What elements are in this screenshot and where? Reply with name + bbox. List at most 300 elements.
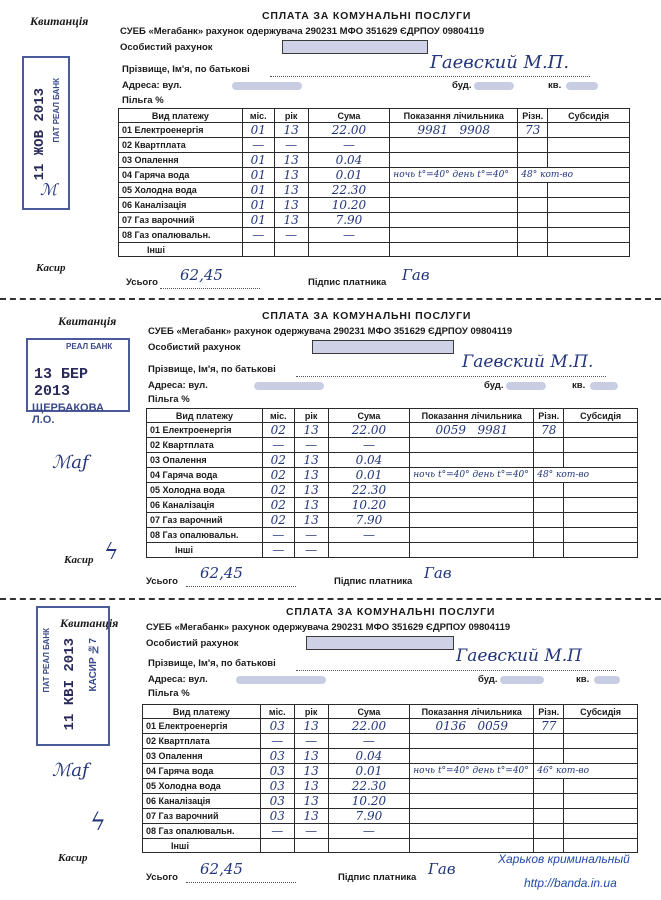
reading-prev: ночь t°=40° — [413, 766, 470, 776]
building-redacted — [506, 382, 546, 390]
subsidy-value — [564, 423, 638, 438]
payer-name: Гаевский М.П — [456, 646, 582, 666]
diff-value — [534, 528, 564, 543]
bank-details: СУЕБ «Мегабанк» рахунок одержувача 290231 МФО 351629 ЄДРПОУ 09804119 — [120, 26, 485, 37]
table-row — [143, 764, 638, 779]
subsidy-value — [548, 243, 630, 257]
street-redacted — [254, 382, 324, 390]
reading-value — [390, 228, 518, 243]
subsidy-value — [564, 438, 638, 453]
total-amount: 62,45 — [180, 266, 223, 284]
header-sum: Сума — [308, 109, 390, 123]
month-value: 02 — [262, 453, 294, 468]
month-value: 02 — [262, 468, 294, 483]
month-value: — — [262, 543, 294, 558]
year-value: — — [294, 824, 328, 839]
reading-value — [410, 734, 534, 749]
reading-value — [410, 839, 534, 853]
header-year: рік — [294, 705, 328, 719]
diff-value — [534, 438, 564, 453]
diff-value — [534, 749, 564, 764]
month-value: — — [262, 438, 294, 453]
subsidy-value — [564, 483, 638, 498]
street-redacted — [236, 676, 326, 684]
subsidy-value — [564, 779, 638, 794]
service-name: 04 Гаряча вода — [119, 168, 243, 183]
sum-value: 0.01 — [328, 468, 410, 483]
month-value: 03 — [260, 719, 294, 734]
reading-value — [410, 824, 534, 839]
reading-value — [390, 153, 518, 168]
month-value — [260, 839, 294, 853]
year-value: 13 — [294, 453, 328, 468]
year-value: 13 — [274, 198, 308, 213]
year-value: 13 — [294, 468, 328, 483]
reading-value — [410, 779, 534, 794]
reading-value — [390, 168, 518, 183]
cashier-signature-scribble: ℳаƒ — [52, 760, 89, 781]
header-readings: Показання лічильника — [410, 705, 534, 719]
diff-value — [518, 243, 548, 257]
service-name: 07 Газ варочний — [143, 809, 261, 824]
sum-value — [328, 543, 410, 558]
service-name: 02 Квартплата — [147, 438, 263, 453]
table-row — [147, 453, 638, 468]
reading-value — [410, 528, 534, 543]
sum-value: 0.04 — [308, 153, 390, 168]
subsidy-value — [548, 198, 630, 213]
account-label: Особистий рахунок — [146, 638, 239, 649]
reading-value — [410, 749, 534, 764]
bank-details: СУЕБ «Мегабанк» рахунок одержувача 290231 МФО 351629 ЄДРПОУ 09804119 — [146, 622, 511, 633]
service-name: 08 Газ опалювальн. — [147, 528, 263, 543]
sum-value: — — [328, 528, 410, 543]
reading-cur: 9981 — [477, 423, 509, 437]
year-value: 13 — [274, 153, 308, 168]
month-value: 01 — [242, 123, 274, 138]
month-value: 02 — [262, 483, 294, 498]
apartment-redacted — [590, 382, 618, 390]
header-subsidy: Субсидія — [564, 409, 638, 423]
service-name: 05 Холодна вода — [147, 483, 263, 498]
stamp-cashier-name: КАСИР №7 — [88, 638, 99, 692]
header-sum: Сума — [328, 705, 410, 719]
address-label: Адреса: вул. — [122, 80, 182, 91]
month-value: — — [260, 734, 294, 749]
cut-line — [0, 298, 661, 300]
year-value: — — [294, 543, 328, 558]
header-service: Вид платежу — [143, 705, 261, 719]
diff-value: 48° кот-во — [518, 168, 630, 183]
apartment-label: кв. — [576, 674, 590, 685]
table-row — [119, 168, 630, 183]
month-value: 03 — [260, 764, 294, 779]
sum-value: 7.90 — [308, 213, 390, 228]
cashier-signature-scribble: ϟ — [90, 808, 106, 836]
reading-value — [390, 198, 518, 213]
stub-title: Квитанція — [60, 616, 119, 630]
sum-value: 22.00 — [308, 123, 390, 138]
service-name: 03 Опалення — [143, 749, 261, 764]
sum-value: 10.20 — [308, 198, 390, 213]
reading-value — [410, 453, 534, 468]
service-name: Інші — [143, 839, 261, 853]
stamp-bank: ПАТ РЕАЛ БАНК — [52, 78, 61, 143]
payer-signature: Гав — [402, 266, 430, 284]
account-number-redacted — [306, 636, 454, 650]
stub-title: Квитанція — [30, 14, 89, 28]
signature-label: Підпис платника — [308, 277, 387, 288]
service-name: Інші — [119, 243, 243, 257]
cashier-label: Касир — [36, 262, 66, 274]
sum-value — [308, 243, 390, 257]
month-value: 03 — [260, 794, 294, 809]
table-header-row — [147, 409, 638, 423]
table-row — [143, 734, 638, 749]
service-name: 03 Опалення — [147, 453, 263, 468]
apartment-redacted — [566, 82, 598, 90]
diff-value — [534, 809, 564, 824]
total-label: Усього — [146, 576, 178, 587]
month-value: 01 — [242, 198, 274, 213]
reading-value — [390, 243, 518, 257]
service-name: 01 Електроенергія — [119, 123, 243, 138]
bank-stamp — [36, 606, 110, 746]
month-value: — — [242, 228, 274, 243]
sum-value: — — [328, 734, 410, 749]
stamp-date: 11 КВІ 2013 — [62, 638, 78, 731]
service-name: 06 Каналізація — [147, 498, 263, 513]
table-row — [143, 839, 638, 853]
reading-value — [410, 498, 534, 513]
table-row — [147, 513, 638, 528]
service-name: 08 Газ опалювальн. — [119, 228, 243, 243]
payment-table — [142, 704, 638, 853]
service-name: 01 Електроенергія — [143, 719, 261, 734]
header-diff: Різн. — [534, 705, 564, 719]
stamp-bank: ПАТ РЕАЛ БАНК — [42, 628, 51, 693]
sum-value: 0.01 — [328, 764, 410, 779]
diff-value — [534, 734, 564, 749]
subsidy-value — [548, 228, 630, 243]
subsidy-value — [564, 453, 638, 468]
subsidy-value — [564, 513, 638, 528]
diff-value — [534, 794, 564, 809]
building-redacted — [474, 82, 514, 90]
table-row — [147, 438, 638, 453]
sum-value: 22.30 — [308, 183, 390, 198]
sum-value: — — [308, 228, 390, 243]
header-service: Вид платежу — [119, 109, 243, 123]
service-name: 04 Гаряча вода — [143, 764, 261, 779]
service-name: 07 Газ варочний — [119, 213, 243, 228]
service-name: 02 Квартплата — [119, 138, 243, 153]
bank-stamp — [26, 338, 130, 412]
header-subsidy: Субсидія — [564, 705, 638, 719]
diff-value — [534, 483, 564, 498]
account-number-redacted — [282, 40, 428, 54]
table-row — [143, 794, 638, 809]
table-row — [119, 228, 630, 243]
diff-value — [534, 824, 564, 839]
receipt-2 — [0, 302, 661, 598]
service-name: 07 Газ варочний — [147, 513, 263, 528]
reading-cur: 0059 — [477, 719, 508, 733]
subsidy-value — [564, 809, 638, 824]
subsidy-value — [548, 123, 630, 138]
subsidy-value — [564, 528, 638, 543]
total-label: Усього — [126, 277, 158, 288]
month-value: — — [262, 528, 294, 543]
sum-value: 22.30 — [328, 779, 410, 794]
stub-title: Квитанція — [58, 314, 117, 328]
subsidy-value — [548, 183, 630, 198]
month-value: 01 — [242, 153, 274, 168]
diff-value — [518, 183, 548, 198]
year-value: — — [274, 228, 308, 243]
reading-value — [390, 213, 518, 228]
table-row — [143, 779, 638, 794]
watermark-title: Харьков криминальный — [498, 852, 630, 866]
name-label: Прізвище, Ім'я, по батькові — [148, 364, 276, 375]
signature-label: Підпис платника — [334, 576, 413, 587]
reading-cur: 9908 — [459, 123, 491, 137]
year-value: 13 — [274, 168, 308, 183]
diff-value — [518, 198, 548, 213]
building-label: буд. — [484, 380, 504, 391]
table-row — [143, 749, 638, 764]
reading-value — [390, 123, 518, 138]
address-label: Адреса: вул. — [148, 674, 208, 685]
month-value — [242, 243, 274, 257]
stamp-bank: РЕАЛ БАНК — [66, 342, 113, 351]
reading-prev: 0136 — [435, 719, 466, 733]
cashier-label: Касир — [64, 554, 94, 566]
sum-value: 10.20 — [328, 498, 410, 513]
table-row — [143, 719, 638, 734]
account-label: Особистий рахунок — [148, 342, 241, 353]
subsidy-value — [564, 543, 638, 558]
reading-value — [410, 468, 534, 483]
service-name: 06 Каналізація — [143, 794, 261, 809]
service-name: 02 Квартплата — [143, 734, 261, 749]
receipt-1 — [0, 0, 661, 296]
address-label: Адреса: вул. — [148, 380, 208, 391]
month-value: 01 — [242, 168, 274, 183]
payment-table — [146, 408, 638, 558]
subsidy-value — [564, 734, 638, 749]
month-value: 02 — [262, 513, 294, 528]
building-redacted — [500, 676, 544, 684]
stamp-date: 13 БЕР 2013 — [34, 366, 89, 400]
reading-value — [410, 423, 534, 438]
diff-value — [534, 779, 564, 794]
year-value: — — [294, 438, 328, 453]
cashier-signature-scribble: ℳ — [40, 180, 58, 199]
service-name: 08 Газ опалювальн. — [143, 824, 261, 839]
cashier-signature-scribble: ℳаƒ — [52, 452, 89, 473]
table-row — [147, 498, 638, 513]
total-label: Усього — [146, 872, 178, 883]
total-amount: 62,45 — [200, 564, 243, 582]
month-value: — — [260, 824, 294, 839]
year-value — [274, 243, 308, 257]
month-value: 03 — [260, 809, 294, 824]
payment-table — [118, 108, 630, 257]
sum-value: 22.00 — [328, 719, 410, 734]
sum-value: 0.04 — [328, 749, 410, 764]
table-row — [147, 543, 638, 558]
diff-value — [518, 138, 548, 153]
receipt-stub — [0, 0, 118, 296]
table-header-row — [119, 109, 630, 123]
receipt-title: СПЛАТА ЗА КОМУНАЛЬНІ ПОСЛУГИ — [262, 310, 472, 322]
header-month: міс. — [262, 409, 294, 423]
year-value: 13 — [294, 749, 328, 764]
sum-value: 0.04 — [328, 453, 410, 468]
watermark-url[interactable]: http://banda.in.ua — [524, 876, 617, 890]
table-row — [119, 183, 630, 198]
month-value: 03 — [260, 749, 294, 764]
benefit-label: Пільга % — [122, 95, 164, 106]
diff-value — [534, 513, 564, 528]
subsidy-value — [564, 498, 638, 513]
total-underline — [160, 288, 260, 289]
header-month: міс. — [242, 109, 274, 123]
diff-value — [534, 498, 564, 513]
header-year: рік — [294, 409, 328, 423]
table-row — [119, 243, 630, 257]
year-value: — — [294, 734, 328, 749]
stamp-cashier-name: ЩЕРБАКОВА Л.О. — [32, 402, 104, 426]
payer-signature: Гав — [424, 564, 452, 582]
diff-value — [518, 213, 548, 228]
header-sum: Сума — [328, 409, 410, 423]
reading-prev: 0059 — [435, 423, 467, 437]
name-label: Прізвище, Ім'я, по батькові — [148, 658, 276, 669]
subsidy-value — [564, 794, 638, 809]
reading-value — [390, 138, 518, 153]
reading-value — [410, 513, 534, 528]
service-name: 04 Гаряча вода — [147, 468, 263, 483]
table-row — [147, 468, 638, 483]
diff-value: 73 — [518, 123, 548, 138]
year-value: 13 — [274, 183, 308, 198]
sum-value — [328, 839, 410, 853]
total-underline — [186, 586, 296, 587]
bank-details: СУЕБ «Мегабанк» рахунок одержувача 290231 МФО 351629 ЄДРПОУ 09804119 — [148, 326, 513, 337]
table-row — [147, 528, 638, 543]
diff-value: 78 — [534, 423, 564, 438]
year-value: — — [294, 528, 328, 543]
diff-value — [534, 543, 564, 558]
header-diff: Різн. — [534, 409, 564, 423]
header-subsidy: Субсидія — [548, 109, 630, 123]
year-value — [294, 839, 328, 853]
name-underline — [296, 376, 606, 377]
year-value: 13 — [294, 719, 328, 734]
sum-value: 22.30 — [328, 483, 410, 498]
payer-name: Гаевский М.П. — [462, 352, 594, 372]
street-redacted — [232, 82, 302, 90]
sum-value: 22.00 — [328, 423, 410, 438]
year-value: 13 — [294, 498, 328, 513]
year-value: 13 — [274, 123, 308, 138]
subsidy-value — [564, 749, 638, 764]
year-value: 13 — [294, 764, 328, 779]
apartment-label: кв. — [548, 80, 562, 91]
table-header-row — [143, 705, 638, 719]
reading-value — [390, 183, 518, 198]
subsidy-value — [564, 839, 638, 853]
year-value: 13 — [294, 779, 328, 794]
signature-label: Підпис платника — [338, 872, 417, 883]
table-row — [143, 824, 638, 839]
name-label: Прізвище, Ім'я, по батькові — [122, 64, 250, 75]
year-value: 13 — [294, 794, 328, 809]
receipt-title: СПЛАТА ЗА КОМУНАЛЬНІ ПОСЛУГИ — [286, 606, 496, 618]
receipt-stub — [0, 602, 118, 900]
apartment-redacted — [594, 676, 620, 684]
table-row — [147, 483, 638, 498]
table-row — [147, 423, 638, 438]
reading-value — [410, 794, 534, 809]
diff-value: 46° кот-во — [534, 764, 638, 779]
reading-cur: день t°=40° — [472, 470, 529, 480]
year-value: — — [274, 138, 308, 153]
benefit-label: Пільга % — [148, 688, 190, 699]
header-readings: Показання лічильника — [410, 409, 534, 423]
sum-value: — — [328, 824, 410, 839]
name-underline — [296, 670, 616, 671]
diff-value — [534, 839, 564, 853]
reading-value — [410, 719, 534, 734]
diff-value — [518, 228, 548, 243]
diff-value: 48° кот-во — [534, 468, 638, 483]
building-label: буд. — [452, 80, 472, 91]
reading-value — [410, 438, 534, 453]
header-diff: Різн. — [518, 109, 548, 123]
stamp-date: 11 ЖОВ 2013 — [32, 88, 48, 181]
table-row — [143, 809, 638, 824]
reading-value — [410, 809, 534, 824]
subsidy-value — [548, 153, 630, 168]
table-row — [119, 213, 630, 228]
service-name: 05 Холодна вода — [143, 779, 261, 794]
cut-line — [0, 598, 661, 600]
service-name: 05 Холодна вода — [119, 183, 243, 198]
year-value: 13 — [294, 423, 328, 438]
subsidy-value — [548, 138, 630, 153]
service-name: 03 Опалення — [119, 153, 243, 168]
reading-prev: 9981 — [417, 123, 449, 137]
table-row — [119, 198, 630, 213]
diff-value — [534, 453, 564, 468]
service-name: Інші — [147, 543, 263, 558]
sum-value: 7.90 — [328, 809, 410, 824]
year-value: 13 — [294, 513, 328, 528]
reading-value — [410, 543, 534, 558]
reading-prev: ночь t°=40° — [393, 170, 450, 180]
total-underline — [186, 882, 296, 883]
reading-value — [410, 764, 534, 779]
month-value: 01 — [242, 213, 274, 228]
payer-name: Гаевский М.П. — [430, 52, 570, 73]
account-number-redacted — [312, 340, 454, 354]
sum-value: 7.90 — [328, 513, 410, 528]
header-year: рік — [274, 109, 308, 123]
reading-cur: день t°=40° — [452, 170, 509, 180]
